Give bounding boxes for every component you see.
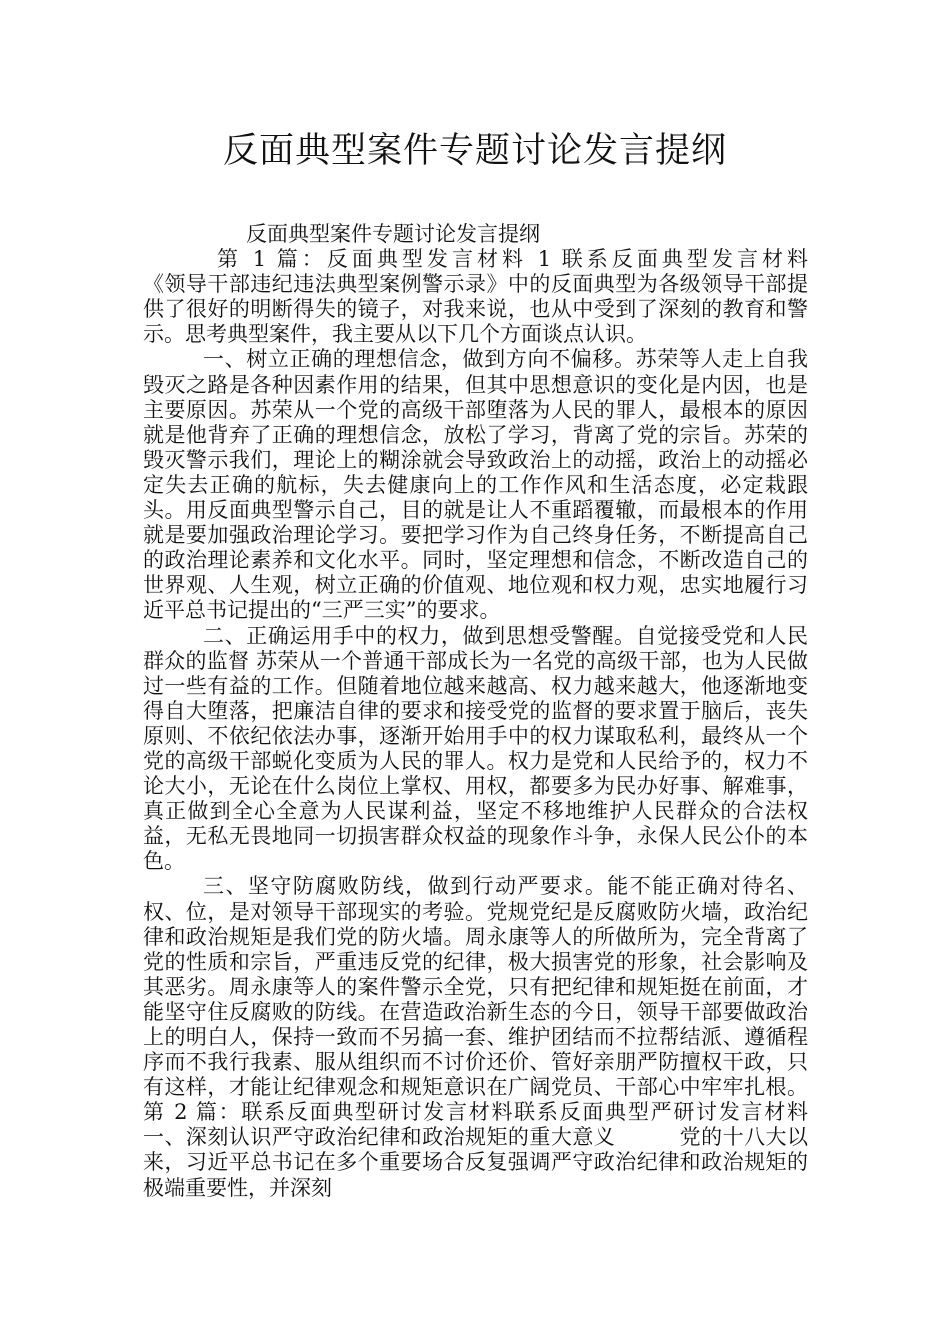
paragraph-3: 三、坚守防腐败防线，做到行动严要求。能不能正确对待名、权、位，是对领导干部现实的考验。党规党纪是反腐败防火墙，政治纪律和政治规矩是我们党的防火墙。周永康等人的所做所为，完全背离了党的性质和宗旨，严重违反党的纪律，极大损害党的形象，社会影响及其恶劣。周永康等人的案件警示全党，只有把纪律和规矩挺在前面，才能坚守住反腐败的防线。在营造政治新生态的今日，领导干部要做政治上的明白人，保持一致而不另搞一套、维护团结而不拉帮结派、遵循程序而不我行我素、服从组织而不讨价还价、管好亲朋严防擅权干政，只有这样，才能让纪律观念和规矩意识在广阔党员、干部心中牢牢扎根。第 2 篇：联系反面典型研讨发言材料联系反面典型严研讨发言材料 一、深刻认识严守政治纪律和政治规矩的重大意义 党的十八大以来，习近平总书记在多个重要场合反复强调严守政治纪律和政治规矩的极端重要性，并深刻	[143, 874, 871, 1200]
document-subtitle: 反面典型案件专题讨论发言提纲	[246, 222, 540, 246]
paragraph-2: 二、正确运用手中的权力，做到思想受警醒。自觉接受党和人民群众的监督 苏荣从一个普通干部成长为一名党的高级干部，也为人民做过一些有益的工作。但随着地位越来越高、权力越来越大，他逐渐地变得自大堕落，把廉洁自律的要求和接受党的监督的要求置于脑后，丧失原则、不依纪依法办事，逐渐开始用手中的权力谋取私利，最终从一个党的高级干部蜕化变质为人民的罪人。权力是党和人民给予的，权力不论大小，无论在什么岗位上掌权、用权，都要多为民办好事、解难事，真正做到全心全意为人民谋利益，坚定不移地维护人民群众的合法权益，无私无畏地同一切损害群众权益的现象作斗争，永保人民公仆的本色。	[143, 623, 808, 874]
paragraph-1: 一、树立正确的理想信念，做到方向不偏移。苏荣等人走上自我毁灭之路是各种因素作用的结果，但其中思想意识的变化是内因，也是主要原因。苏荣从一个党的高级干部堕落为人民的罪人，最根本的原因就是他背弃了正确的理想信念，放松了学习，背离了党的宗旨。苏荣的毁灭警示我们，理论上的糊涂就会导致政治上的动摇，政治上的动摇必定失去正确的航标，失去健康向上的工作作风和生活态度，必定栽跟头。用反面典型警示自己，目的就是让人不重蹈覆辙，而最根本的作用就是要加强政治理论学习。要把学习作为自己终身任务，不断提高自己的政治理论素养和文化水平。同时，坚定理想和信念，不断改造自己的世界观、人生观，树立正确的价值观、地位观和权力观，忠实地履行习近平总书记提出的“三严三实”的要求。	[143, 347, 808, 623]
document-title: 反面典型案件专题讨论发言提纲	[222, 131, 727, 171]
intro-paragraph: 《领导干部违纪违法典型案例警示录》中的反面典型为各级领导干部提供了很好的明断得失的镜子，对我来说，也从中受到了深刻的教育和警示。思考典型案件，我主要从以下几个方面谈点认识。	[143, 272, 808, 347]
part-1-heading-line: 第 1 篇：反面典型发言材料 1 联系反面典型发言材料	[217, 247, 808, 272]
document-body	[143, 222, 871, 1201]
